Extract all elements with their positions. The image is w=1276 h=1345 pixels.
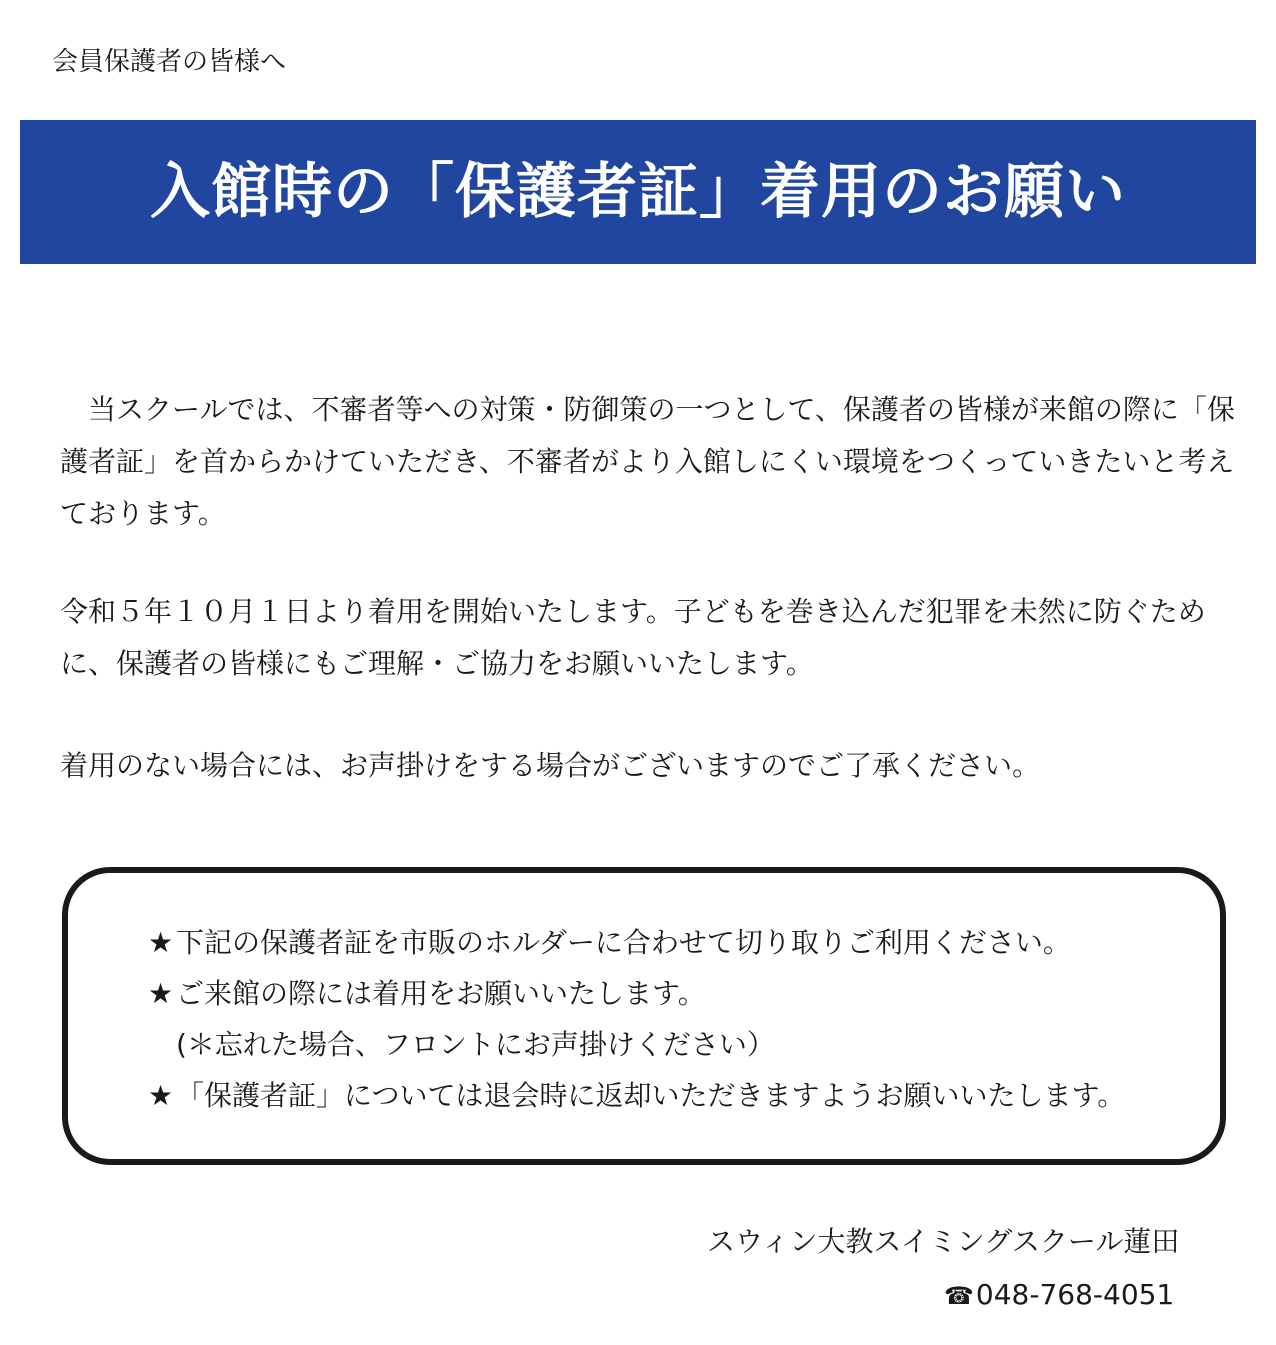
star-icon: ★ (148, 977, 174, 1010)
star-icon: ★ (148, 926, 174, 959)
title-banner (20, 120, 1256, 264)
phone-number: 048-768-4051 (975, 1278, 1175, 1311)
notice-item (148, 968, 1125, 1019)
star-icon: ★ (148, 1079, 174, 1112)
paragraph-notice: 着用のない場合には、お声掛けをする場合がございますのでご了承ください。 (60, 749, 1041, 782)
signature-organization: スウィン大教スイミングスクール蓮田 (707, 1225, 1180, 1258)
phone-icon: ☎ (944, 1282, 974, 1310)
notice-item-text: 「保護者証」については退会時に返却いただきますようお願いいたします。 (176, 1079, 1126, 1112)
paragraph-purpose: 当スクールでは、不審者等への対策・防御策の一つとして、保護者の皆様が来館の際に「保護者証」を首からかけていただき、不審者がより入館しにくい環境をつくっていきたいと考えております。 (60, 393, 1235, 530)
signature-phone (944, 1275, 1174, 1316)
paragraph-start-date: 令和５年１０月１日より着用を開始いたします。子どもを巻き込んだ犯罪を未然に防ぐために、保護者の皆様にもご理解・ご協力をお願いいたします。 (60, 595, 1206, 680)
addressee: 会員保護者の皆様へ (52, 47, 287, 77)
notice-subitem-text: (＊忘れた場合、フロントにお声掛けください） (176, 1028, 775, 1061)
notice-box (62, 867, 1226, 1165)
notice-item (148, 1070, 1125, 1121)
notice-item (148, 917, 1125, 968)
notice-list (148, 917, 1125, 1121)
page-title: 入館時の「保護者証」着用のお願い (150, 157, 1126, 227)
notice-subitem (148, 1019, 1125, 1070)
notice-item-text: 下記の保護者証を市販のホルダーに合わせて切り取りご利用ください。 (176, 926, 1071, 959)
notice-item-text: ご来館の際には着用をお願いいたします。 (176, 977, 706, 1010)
